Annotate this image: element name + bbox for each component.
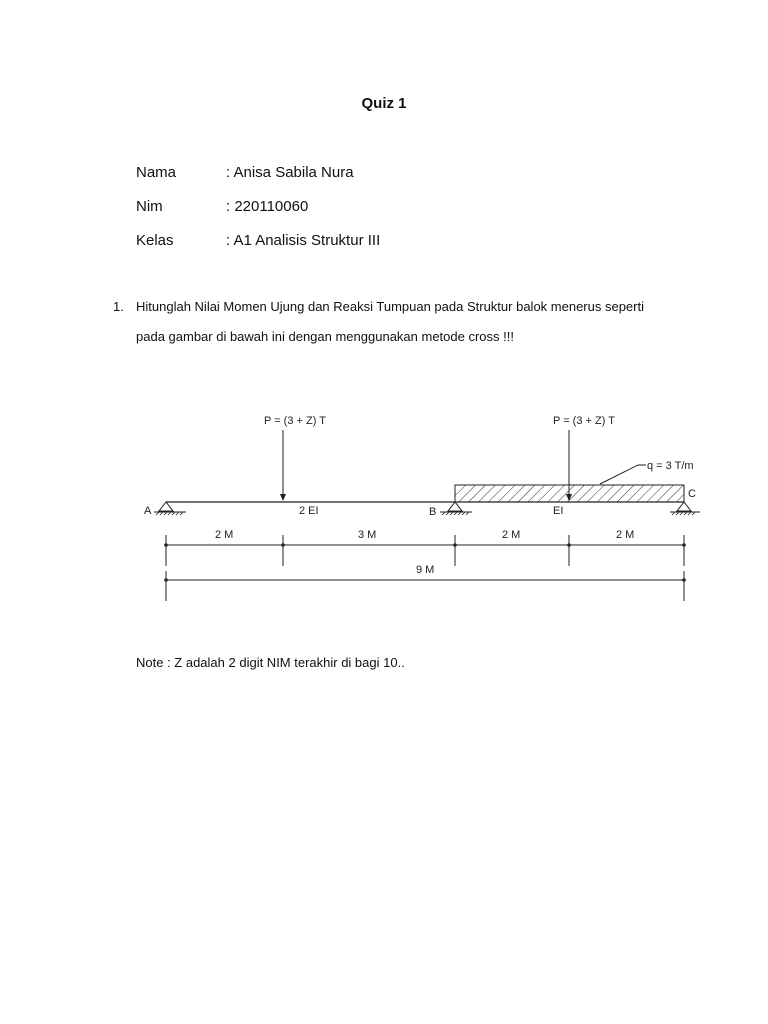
support-b: [440, 502, 472, 515]
dimension-label-2: 3 M: [358, 529, 377, 541]
point-load-left-arrowhead: [280, 494, 286, 501]
class-value: : A1 Analisis Struktur III: [226, 232, 381, 249]
name-label: Nama: [136, 164, 177, 181]
stiffness-bc-label: EI: [553, 505, 564, 517]
note-text: Note : Z adalah 2 digit NIM terakhir di bagi 10..: [136, 655, 405, 670]
support-b-label: B: [429, 506, 437, 518]
dimension-label-3: 2 M: [502, 529, 521, 541]
page-title: Quiz 1: [361, 95, 407, 112]
support-c: [670, 502, 700, 515]
dimension-label-total: 9 M: [416, 564, 435, 576]
support-a: [154, 502, 186, 515]
distributed-load-leader: [600, 465, 638, 484]
nim-value: : 220110060: [226, 198, 309, 215]
nim-label: Nim: [136, 198, 163, 215]
point-load-left-label: P = (3 + Z) T: [264, 415, 326, 427]
question-line-1: Hitunglah Nilai Momen Ujung dan Reaksi Tumpuan pada Struktur balok menerus seperti: [136, 299, 644, 314]
support-a-label: A: [144, 505, 152, 517]
question-number: 1.: [113, 299, 124, 314]
point-load-right-label: P = (3 + Z) T: [553, 415, 615, 427]
support-c-label: C: [688, 488, 696, 500]
question-line-2: pada gambar di bawah ini dengan menggunakan metode cross !!!: [136, 329, 514, 344]
dimension-label-4: 2 M: [616, 529, 635, 541]
dimension-label-1: 2 M: [215, 529, 234, 541]
dimension-line-spans: [164, 535, 686, 566]
distributed-load-label: q = 3 T/m: [647, 460, 694, 472]
class-label: Kelas: [136, 232, 174, 249]
name-value: : Anisa Sabila Nura: [226, 164, 354, 181]
stiffness-ab-label: 2 EI: [299, 505, 319, 517]
